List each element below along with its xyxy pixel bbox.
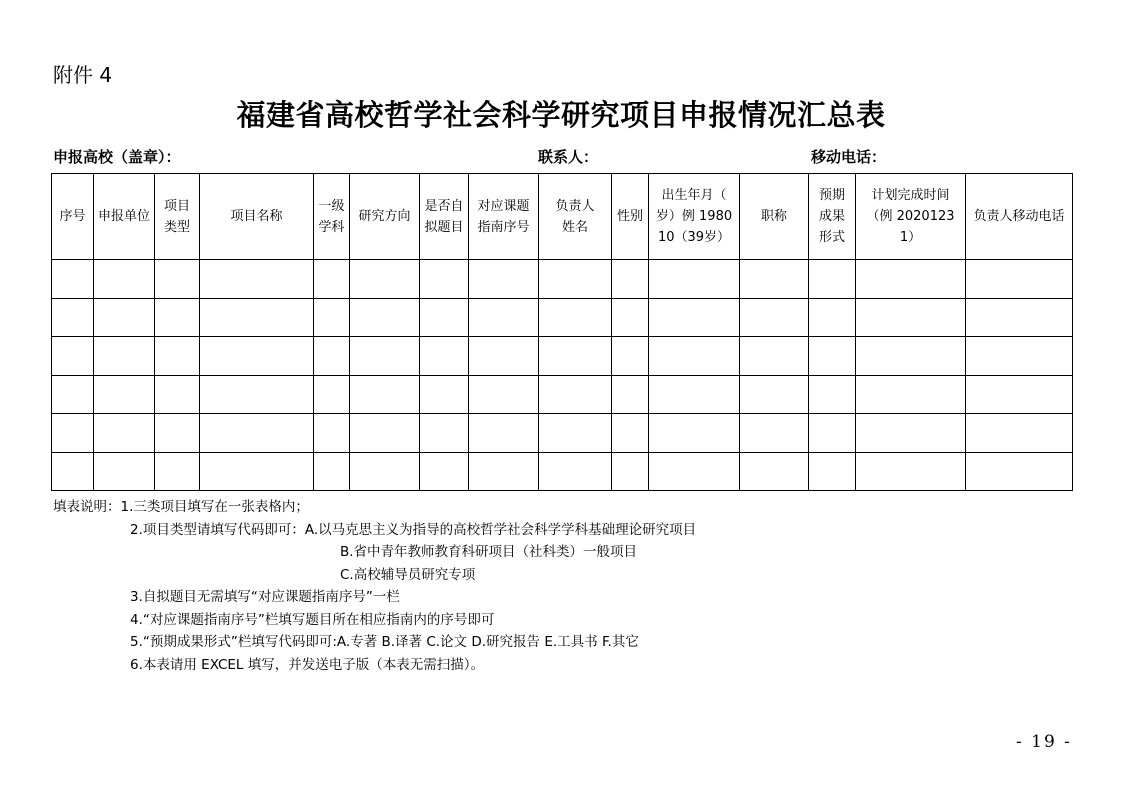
table-cell[interactable]: [200, 452, 314, 491]
table-cell[interactable]: [420, 452, 469, 491]
table-cell[interactable]: [809, 260, 856, 299]
table-cell[interactable]: [420, 337, 469, 376]
table-cell[interactable]: [469, 298, 539, 337]
header-gender: 性别: [612, 174, 649, 260]
header-title-rank: 职称: [740, 174, 809, 260]
table-cell[interactable]: [966, 260, 1073, 299]
header-expected-output: 预期成果形式: [809, 174, 856, 260]
header-project-type: 项目类型: [155, 174, 200, 260]
table-cell[interactable]: [350, 337, 420, 376]
table-cell[interactable]: [314, 260, 350, 299]
header-guide-number: 对应课题指南序号: [469, 174, 539, 260]
table-cell[interactable]: [200, 298, 314, 337]
table-cell[interactable]: [966, 452, 1073, 491]
table-cell[interactable]: [966, 414, 1073, 453]
table-cell[interactable]: [856, 298, 966, 337]
table-cell[interactable]: [966, 298, 1073, 337]
table-cell[interactable]: [314, 375, 350, 414]
table-cell[interactable]: [94, 375, 155, 414]
table-cell[interactable]: [155, 337, 200, 376]
table-cell[interactable]: [740, 298, 809, 337]
table-cell[interactable]: [314, 452, 350, 491]
table-cell[interactable]: [966, 375, 1073, 414]
table-cell[interactable]: [420, 298, 469, 337]
school-seal-label: 申报高校（盖章）：: [53, 148, 181, 166]
table-cell[interactable]: [612, 337, 649, 376]
table-cell[interactable]: [740, 375, 809, 414]
table-row: [52, 375, 1073, 414]
table-cell[interactable]: [94, 414, 155, 453]
attachment-label: 附件 4: [53, 63, 113, 87]
note-item-3: 3.自拟题目无需填写“对应课题指南序号”一栏: [130, 589, 400, 605]
header-leader-name: 负责人姓名: [539, 174, 612, 260]
table-cell[interactable]: [856, 414, 966, 453]
note-item-4: 4.“对应课题指南序号”栏填写题目所在相应指南内的序号即可: [130, 611, 495, 628]
table-cell[interactable]: [539, 452, 612, 491]
header-leader-phone: 负责人移动电话: [966, 174, 1073, 260]
table-cell[interactable]: [469, 337, 539, 376]
table-cell[interactable]: [200, 414, 314, 453]
note-item-5: 5.“预期成果形式”栏填写代码即可:A.专著 B.译著 C.论文 D.研究报告 E.工具书 F.其它: [130, 634, 639, 650]
table-cell[interactable]: [740, 414, 809, 453]
table-cell[interactable]: [469, 452, 539, 491]
table-cell[interactable]: [469, 414, 539, 453]
table-cell[interactable]: [966, 337, 1073, 376]
table-cell[interactable]: [469, 260, 539, 299]
table-cell[interactable]: [155, 298, 200, 337]
table-cell[interactable]: [649, 452, 740, 491]
table-cell[interactable]: [94, 260, 155, 299]
table-cell[interactable]: [809, 452, 856, 491]
header-index: 序号: [52, 174, 94, 260]
table-cell[interactable]: [612, 414, 649, 453]
table-cell[interactable]: [612, 452, 649, 491]
header-research-direction: 研究方向: [350, 174, 420, 260]
table-cell[interactable]: [94, 337, 155, 376]
table-cell[interactable]: [52, 452, 94, 491]
header-discipline: 一级学科: [314, 174, 350, 260]
table-cell[interactable]: [740, 337, 809, 376]
table-cell[interactable]: [856, 375, 966, 414]
table-cell[interactable]: [350, 414, 420, 453]
table-cell[interactable]: [649, 337, 740, 376]
table-cell[interactable]: [740, 260, 809, 299]
table-cell[interactable]: [539, 414, 612, 453]
table-row: [52, 337, 1073, 376]
header-project-name: 项目名称: [200, 174, 314, 260]
table-cell[interactable]: [350, 260, 420, 299]
note-item-6: 6.本表请用 EXCEL 填写，并发送电子版（本表无需扫描）。: [130, 656, 484, 673]
page-number: - 19 -: [1016, 732, 1072, 752]
table-cell[interactable]: [856, 337, 966, 376]
table-cell[interactable]: [155, 260, 200, 299]
note-item-2c: C.高校辅导员研究专项: [340, 566, 476, 583]
table-cell[interactable]: [809, 375, 856, 414]
form-instructions: [53, 496, 697, 676]
table-cell[interactable]: [314, 414, 350, 453]
table-cell[interactable]: [809, 414, 856, 453]
table-cell[interactable]: [649, 260, 740, 299]
table-cell[interactable]: [200, 375, 314, 414]
table-cell[interactable]: [52, 337, 94, 376]
table-cell[interactable]: [856, 260, 966, 299]
table-cell[interactable]: [649, 414, 740, 453]
table-row: [52, 298, 1073, 337]
table-cell[interactable]: [612, 260, 649, 299]
table-cell[interactable]: [612, 298, 649, 337]
table-cell[interactable]: [420, 260, 469, 299]
note-item-2b: B.省中青年教师教育科研项目（社科类）一般项目: [340, 544, 638, 560]
table-cell[interactable]: [350, 452, 420, 491]
table-cell[interactable]: [420, 414, 469, 453]
table-cell[interactable]: [350, 298, 420, 337]
header-birth-date: 出生年月（ 岁）例 198010（39岁）: [649, 174, 740, 260]
table-cell[interactable]: [539, 260, 612, 299]
table-cell[interactable]: [155, 452, 200, 491]
table-cell[interactable]: [856, 452, 966, 491]
table-row: [52, 414, 1073, 453]
table-cell[interactable]: [94, 452, 155, 491]
table-cell[interactable]: [809, 337, 856, 376]
table-cell[interactable]: [314, 298, 350, 337]
table-cell[interactable]: [420, 375, 469, 414]
note-item-1: [53, 496, 619, 519]
table-cell[interactable]: [52, 375, 94, 414]
header-self-proposed: 是否自拟题目: [420, 174, 469, 260]
table-cell[interactable]: [539, 298, 612, 337]
table-cell[interactable]: [200, 260, 314, 299]
note-item-2: 2.项目类型请填写代码即可：A.以马克思主义为指导的高校哲学社会科学学科基础理论研究项目: [130, 521, 697, 538]
table-cell[interactable]: [649, 298, 740, 337]
page-title: 福建省高校哲学社会科学研究项目申报情况汇总表: [236, 98, 886, 132]
note-text: 1.三类项目填写在一张表格内；: [120, 499, 309, 515]
table-row: [52, 260, 1073, 299]
table-header-row: [52, 174, 1073, 260]
header-completion-time: 计划完成时间（例 20201231）: [856, 174, 966, 260]
table-cell[interactable]: [52, 298, 94, 337]
table-cell[interactable]: [539, 337, 612, 376]
contact-person-label: 联系人：: [538, 148, 599, 166]
table-cell[interactable]: [469, 375, 539, 414]
table-cell[interactable]: [809, 298, 856, 337]
table-cell[interactable]: [94, 298, 155, 337]
header-unit: 申报单位: [94, 174, 155, 260]
mobile-phone-label: 移动电话：: [811, 148, 887, 166]
table-cell[interactable]: [155, 414, 200, 453]
table-cell[interactable]: [740, 452, 809, 491]
summary-table: [51, 173, 1073, 491]
table-cell[interactable]: [314, 337, 350, 376]
table-cell[interactable]: [52, 260, 94, 299]
table-cell[interactable]: [649, 375, 740, 414]
table-row: [52, 452, 1073, 491]
table-cell[interactable]: [612, 375, 649, 414]
table-cell[interactable]: [52, 414, 94, 453]
table-cell[interactable]: [155, 375, 200, 414]
table-cell[interactable]: [539, 375, 612, 414]
table-cell[interactable]: [200, 337, 314, 376]
table-cell[interactable]: [350, 375, 420, 414]
notes-label: 填表说明：: [53, 499, 121, 515]
